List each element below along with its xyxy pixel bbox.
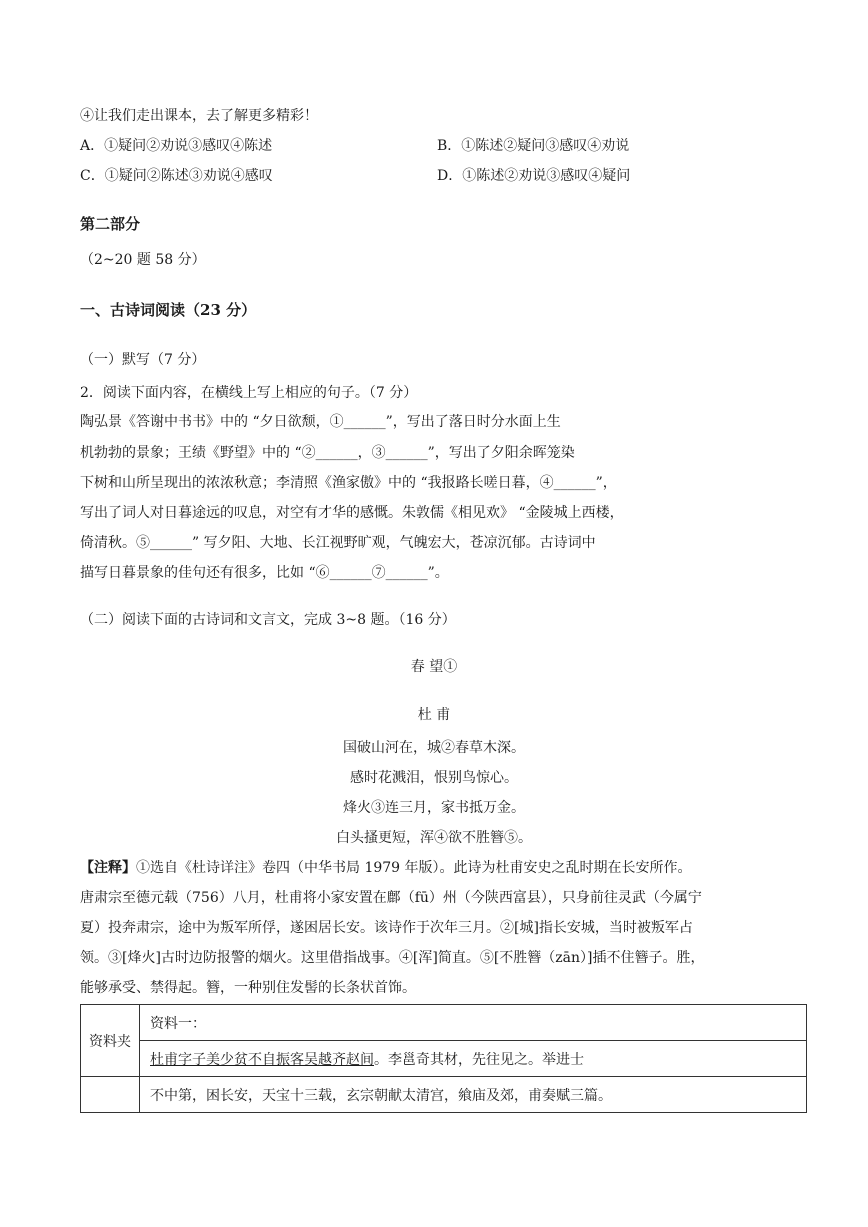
underlined-text: 杜甫字子美少贫不自振客吴越齐赵间 <box>150 1051 374 1068</box>
reference-table <box>80 1004 807 1113</box>
notes-label: 【注释】 <box>80 860 136 876</box>
question-2-line: 下树和山所呈现出的浓浓秋意；李清照《渔家傲》中的 “我报路长嗟日暮，④______”， <box>80 475 617 491</box>
part-title: 第二部分 <box>80 215 141 233</box>
reference-row: 资料一： <box>140 1005 807 1041</box>
notes-line: 唐肃宗至德元载（756）八月，杜甫将小家安置在鄜（fū）州（今陕西富县），只身前往灵武（今属宁 <box>80 890 702 906</box>
notes-line: 夏）投奔肃宗，途中为叛军所俘，遂困居长安。该诗作于次年三月。②[城]指长安城，当时被叛军占 <box>80 920 693 936</box>
question-2-title: 2．阅读下面内容，在横线上写上相应的句子。（7 分） <box>80 385 418 401</box>
notes-line: 能够承受、禁得起。簪，一种别住发髻的长条状首饰。 <box>80 980 416 996</box>
reference-table-label: 资料夹 <box>81 1005 140 1077</box>
question-2-line: 机勃勃的景象；王绩《野望》中的 “②______，③______”，写出了夕阳余晖笼染 <box>80 445 575 461</box>
reference-text: 。李邕奇其材，先往见之。举进士 <box>374 1051 584 1068</box>
option-d[interactable]: D．①陈述②劝说③感叹④疑问 <box>437 168 631 184</box>
option-c[interactable]: C．①疑问②陈述③劝说④感叹 <box>80 168 273 184</box>
question-2-line: 写出了词人对日暮途远的叹息，对空有才华的感慨。朱敦儒《相见欢》 “金陵城上西楼， <box>80 505 624 521</box>
subsection-title-1: （一）默写（7 分） <box>80 352 206 368</box>
poem-line: 国破山河在，城②春草木深。 <box>343 740 525 756</box>
part-note: （2~20 题 58 分） <box>80 252 206 268</box>
notes-line: 领。③[烽火]古时边防报警的烟火。这里借指战事。④[浑]简直。⑤[不胜簪（zān）]插不住簪子。胜， <box>80 950 705 966</box>
notes-text: ①选自《杜诗详注》卷四（中华书局 1979 年版）。此诗为杜甫安史之乱时期在长安所作。 <box>136 860 692 876</box>
question-2-line: 倚清秋。⑤______” 写夕阳、大地、长江视野旷观，气魄宏大，苍凉沉郁。古诗词中 <box>80 535 596 551</box>
poem-line: 白头搔更短，浑④欲不胜簪⑤。 <box>336 830 532 846</box>
poem-line: 感时花溅泪，恨别鸟惊心。 <box>350 770 518 786</box>
option-b[interactable]: B．①陈述②疑问③感叹④劝说 <box>437 138 630 154</box>
reference-row <box>140 1041 807 1077</box>
poem-title: 春 望① <box>410 659 458 675</box>
question-2-line: 陶弘景《答谢中书书》中的 “夕日欲颓，①______”，写出了落日时分水面上生 <box>80 414 561 430</box>
poem-author: 杜 甫 <box>417 707 451 723</box>
question-2-line: 描写日暮景象的佳句还有很多，比如 “⑥______⑦______”。 <box>80 565 449 581</box>
reference-table-empty-cell <box>81 1077 140 1113</box>
section-title: 一、古诗词阅读（23 分） <box>80 301 257 319</box>
poem-line: 烽火③连三月，家书抵万金。 <box>343 800 525 816</box>
option-a[interactable]: A．①疑问②劝说③感叹④陈述 <box>80 138 273 154</box>
stem-line-4: ④让我们走出课本，去了解更多精彩！ <box>80 108 318 124</box>
notes-line-1 <box>80 858 692 878</box>
subsection-title-2: （二）阅读下面的古诗词和文言文，完成 3~8 题。（16 分） <box>80 612 456 628</box>
reference-row: 不中第，困长安，天宝十三载，玄宗朝献太清宫，飨庙及郊，甫奏赋三篇。 <box>140 1077 807 1113</box>
